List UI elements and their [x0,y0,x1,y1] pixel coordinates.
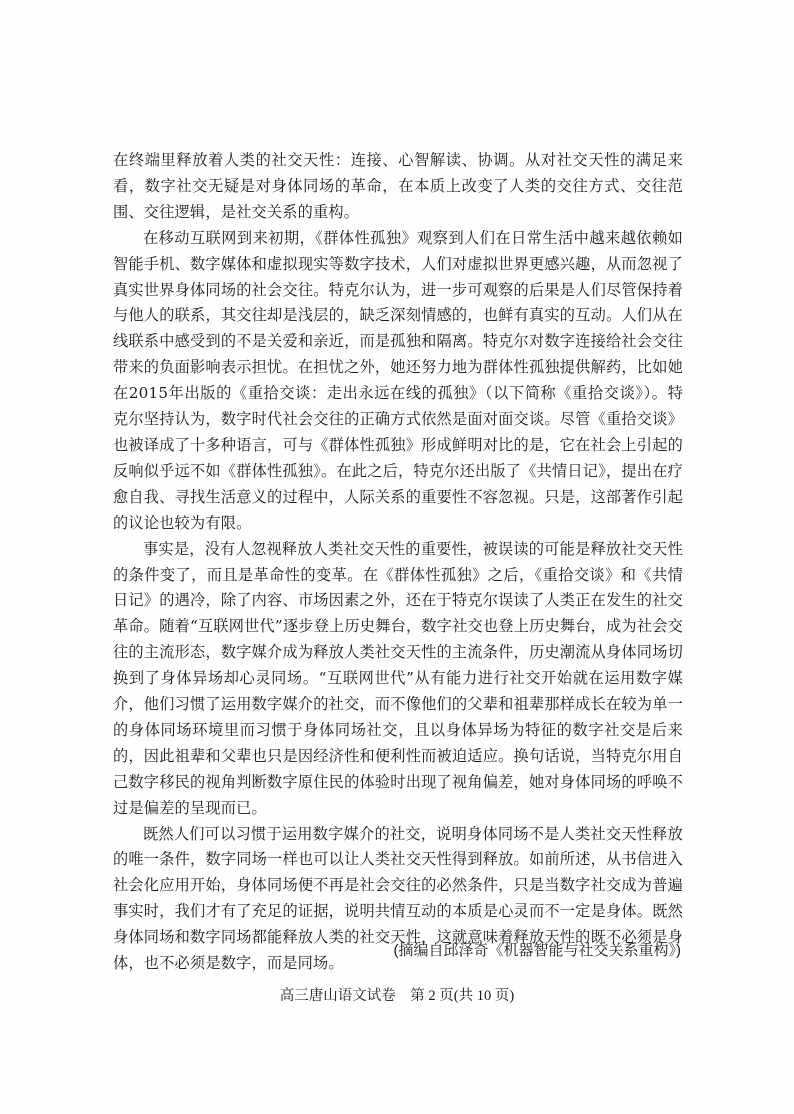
paragraph-1: 在终端里释放着人类的社交天性：连接、心智解读、协调。从对社交天性的满足来看，数字社交无疑是对身体同场的革命，在本质上改变了人类的交往方式、交往范围、交往逻辑，是社交关系的重构。 [113,151,683,221]
source-citation: (摘编自邱泽奇《机器智能与社交关系重构》) [393,942,681,959]
paragraph-2: 在移动互联网到来初期，《群体性孤独》观察到人们在日常生活中越来越依赖如智能手机、数字媒体和虚拟现实等数字技术，人们对虚拟世界更感兴趣，从而忽视了真实世界身体同场的社会交往。特克尔认为，进一步可观察的后果是人们尽管保持着与他人的联系，其交往却是浅层的，缺乏深刻情感的，也鲜有真实的互动。人们从在线联系中感受到的不是关爱和亲近，而是孤独和隔离。特克尔对数字连接给社会交往带来的负面影响表示担忧。在担忧之外，她还努力地为群体性孤独提供解药，比如她在2015年出版的《重拾交谈：走出永远在线的孤独》（以下简称《重拾交谈》）。特克尔坚持认为，数字时代社会交往的正确方式依然是面对面交谈。尽管《重拾交谈》也被译成了十多种语言，可与《群体性孤独》形成鲜明对比的是，它在社会上引起的反响似乎远不如《群体性孤独》。在此之后，特克尔还出版了《共情日记》，提出在疗愈自我、寻找生活意义的过程中，人际关系的重要性不容忽视。只是，这部著作引起的议论也较为有限。 [113,228,683,532]
page-footer: 高三唐山语文试卷 第 2 页(共 10 页) [279,988,515,1004]
paragraph-4: 既然人们可以习惯于运用数字媒介的社交，说明身体同场不是人类社交天性释放的唯一条件，数字同场一样也可以让人类社交天性得到释放。如前所述，从书信进入社会化应用开始，身体同场便不再是社会交往的必然条件，只是当数字社交成为普遍事实时，我们才有了充足的证据，说明共情互动的本质是心灵而不一定是身体。既然身体同场和数字同场都能释放人类的社交天性，这就意味着释放天性的既不必须是身体，也不必须是数字，而是同场。 [113,824,683,973]
paragraph-3: 事实是，没有人忽视释放人类社交天性的重要性，被误读的可能是释放社交天性的条件变了，而且是革命性的变革。在《群体性孤独》之后，《重拾交谈》和《共情日记》的遇冷，除了内容、市场因素之外，还在于特克尔误读了人类正在发生的社交革命。随着“互联网世代”逐步登上历史舞台，数字社交也登上历史舞台，成为社会交往的主流形态，数字媒介成为释放人类社交天性的主流条件，历史潮流从身体同场切换到了身体异场却心灵同场。“互联网世代”从有能力进行社交开始就在运用数字媒介，他们习惯了运用数字媒介的社交，而不像他们的父辈和祖辈那样成长在较为单一的身体同场环境里而习惯于身体同场社交，且以身体异场为特征的数字社交是后来的，因此祖辈和父辈也只是因经济性和便利性而被迫适应。换句话说，当特克尔用自己数字移民的视角判断数字原住民的体验时出现了视角偏差，她对身体同场的呼唤不过是偏差的呈现而已。 [113,539,683,817]
article-body [113,148,683,977]
